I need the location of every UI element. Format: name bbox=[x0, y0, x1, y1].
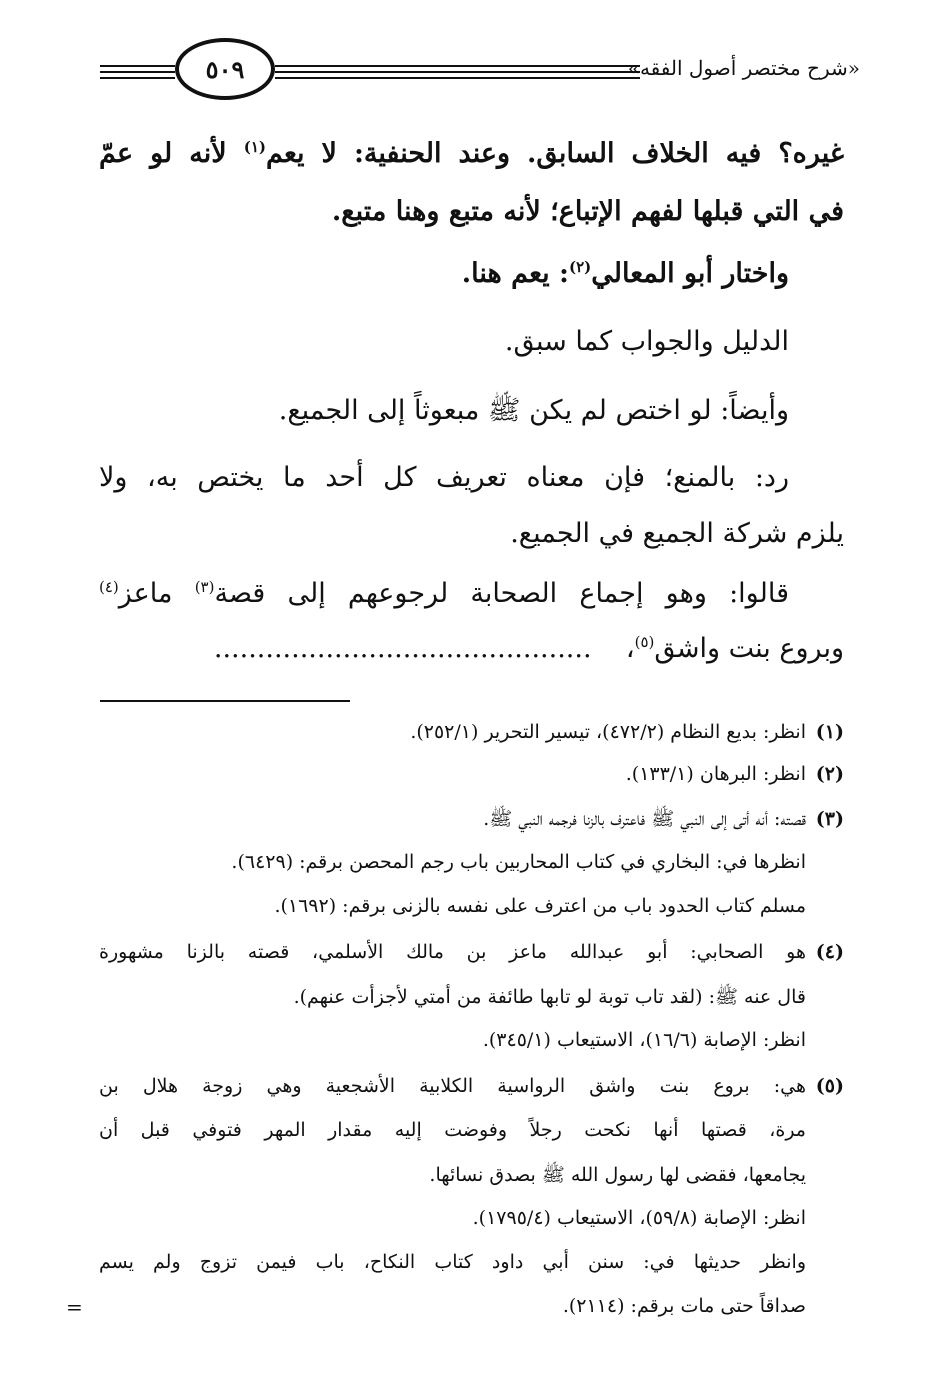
text-line: وأيضاً: لو اختص لم يكن ﷺ مبعوثاً إلى الجميع. bbox=[278, 395, 789, 426]
header-rule bbox=[100, 71, 175, 73]
footnote-4-line: انظر: الإصابة (١٦/٦)، الاستيعاب (٣٤٥/١). bbox=[482, 1029, 806, 1051]
text-line: غيره؟ فيه الخلاف السابق. وعند الحنفية: لا يعم$^{(١)}$ لأنه لو عمّ bbox=[99, 138, 844, 169]
text-line: قالوا: وهو إجماع الصحابة لرجوعهم إلى قصة$^{(٣)}$ ماعز$^{(٤)}$ bbox=[99, 578, 789, 609]
header-rule bbox=[100, 65, 175, 67]
footnote-4-line: قال عنه ﷺ: (لقد تاب توبة لو تابها طائفة من أمتي لأجزأت عنهم). bbox=[293, 986, 806, 1008]
header-rule bbox=[275, 65, 640, 67]
footnote-ref: (١) bbox=[243, 138, 266, 156]
text-line: الدليل والجواب كما سبق. bbox=[504, 326, 789, 357]
book-title: «شرح مختصر أصول الفقه» bbox=[627, 56, 860, 80]
footnote-ref: (٢) bbox=[568, 258, 592, 276]
header-rule bbox=[100, 77, 175, 79]
page-number: ٥٠٩ bbox=[175, 38, 275, 100]
page-header bbox=[100, 32, 860, 112]
header-rule bbox=[275, 71, 640, 73]
footnote-3-line: انظرها في: البخاري في كتاب المحاربين باب رجم المحصن برقم: (٦٤٢٩). bbox=[231, 851, 806, 873]
footnote-3-line: مسلم كتاب الحدود باب من اعترف على نفسه بالزنى برقم: (١٦٩٢). bbox=[274, 895, 806, 917]
footnote-5-line: صداقاً حتى مات برقم: (٢١١٤). bbox=[562, 1295, 806, 1317]
text-line: في التي قبلها لفهم الإتباع؛ لأنه متبع وهنا متبع. bbox=[331, 196, 844, 227]
text-line: واختار أبو المعالي$^{(٢)}$: يعم هنا. bbox=[461, 258, 789, 289]
footnote-separator bbox=[100, 700, 350, 702]
margin-mark: = bbox=[66, 1295, 83, 1319]
text-line: يلزم شركة الجميع في الجميع. bbox=[510, 518, 844, 549]
footnote-ref: (٤) bbox=[99, 578, 119, 596]
text-line: وبروع بنت واشق$^{(٥)}$، ............................................ bbox=[213, 633, 844, 664]
footnote-4: (٤)هو الصحابي: أبو عبدالله ماعز بن مالك الأسلمي، قصته بالزنا مشهورة bbox=[99, 941, 844, 963]
footnote-5-line: وانظر حديثها في: سنن أبي داود كتاب النكاح، باب فيمن تزوج ولم يسم bbox=[99, 1251, 806, 1273]
footnote-ref: (٥) bbox=[634, 633, 655, 651]
footnote-5-line: انظر: الإصابة (٥٩/٨)، الاستيعاب (١٧٩٥/٤). bbox=[472, 1207, 806, 1229]
footnote-5: (٥)هي: بروع بنت واشق الرواسية الكلابية الأشجعية وهي زوجة هلال بن bbox=[99, 1075, 844, 1097]
header-rule bbox=[275, 77, 640, 79]
footnote-5-line: يجامعها، فقضى لها رسول الله ﷺ بصدق نسائها. bbox=[429, 1164, 806, 1186]
text-line: رد: بالمنع؛ فإن معناه تعريف كل أحد ما يختص به، ولا bbox=[99, 462, 789, 493]
footnote-2: (٢)انظر: البرهان (١٣٣/١). bbox=[625, 763, 844, 785]
footnote-ref: (٣) bbox=[194, 578, 215, 596]
dot-leader: ............................................ bbox=[213, 633, 592, 664]
footnote-1: (١)انظر: بديع النظام (٤٧٢/٢)، تيسير التحرير (٢٥٢/١). bbox=[410, 721, 844, 743]
footnote-3: (٣)قصته: أنه أتى إلى النبي ﷺ فاعترف بالزنا فرجمه النبي ﷺ. bbox=[483, 808, 844, 830]
footnote-5-line: مرة، قصتها أنها نكحت رجلاً وفوضت إليه مقدار المهر فتوفي قبل أن bbox=[99, 1119, 806, 1141]
